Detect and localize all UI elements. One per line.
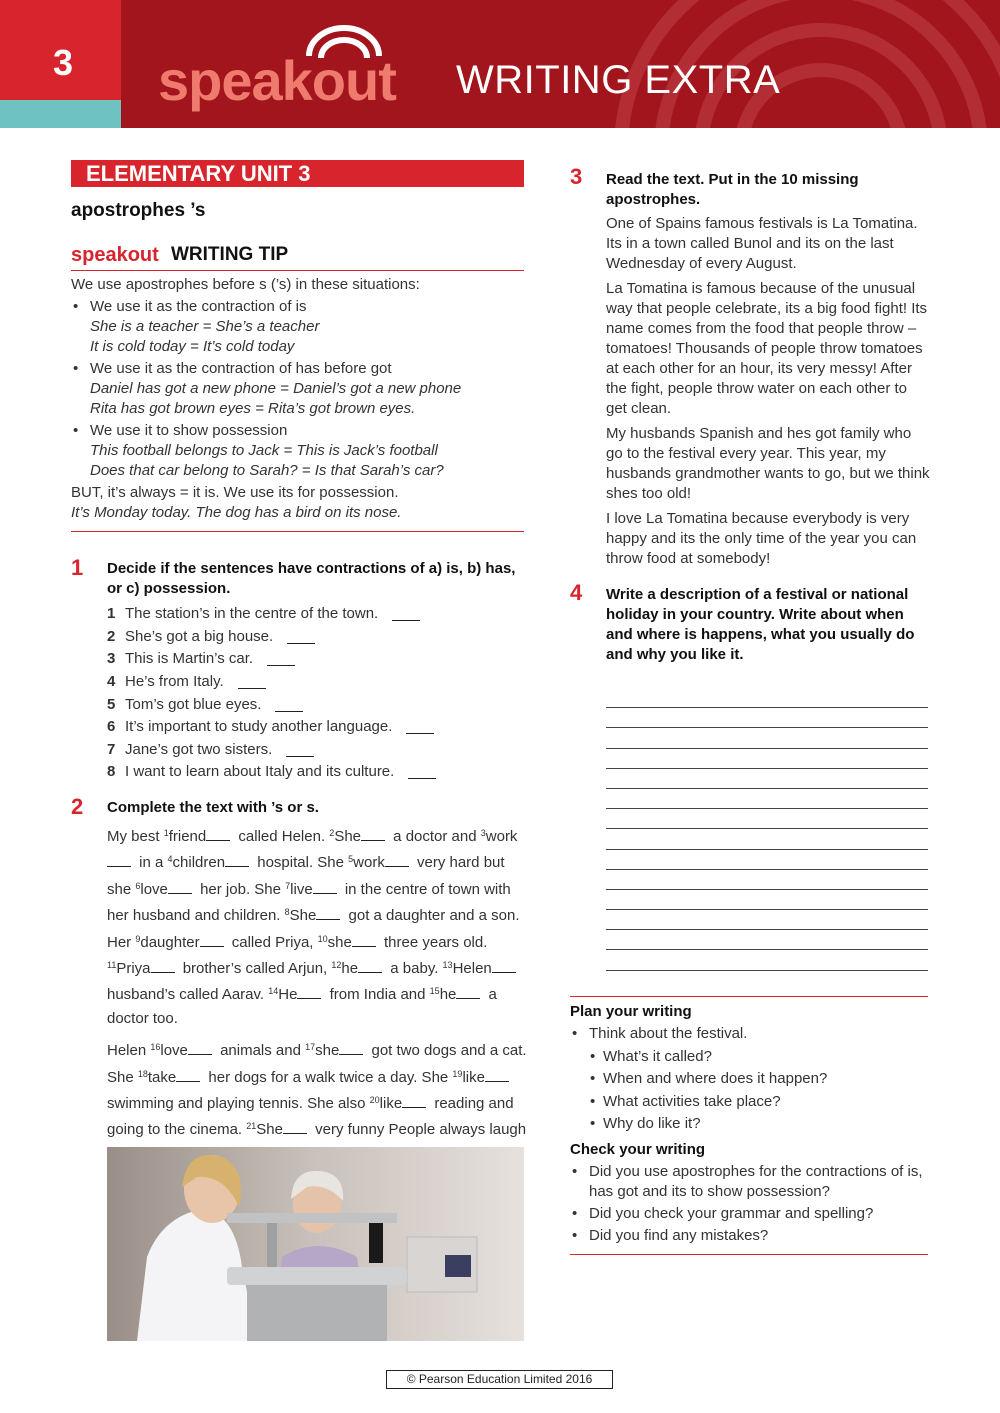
answer-blank[interactable]	[492, 960, 516, 973]
item-number: 6	[107, 718, 116, 736]
writing-line[interactable]	[606, 749, 928, 769]
gap-text: from India and	[325, 986, 430, 1004]
plan-sub-item: • What activities take place?	[570, 1092, 928, 1112]
question-1-item	[107, 671, 527, 694]
question-3-text	[606, 214, 931, 574]
divider	[570, 1254, 928, 1255]
answer-blank[interactable]	[392, 607, 420, 621]
question-1-item	[107, 603, 527, 626]
gap-number: 19	[452, 1068, 463, 1079]
copyright-footer: © Pearson Education Limited 2016	[386, 1370, 613, 1389]
answer-blank[interactable]	[267, 652, 295, 666]
check-item: • Did you find any mistakes?	[570, 1226, 928, 1246]
plan-sub-item: • What’s it called?	[570, 1047, 928, 1067]
gap-text: in a	[135, 854, 168, 872]
gap-text: in the centre of town with her husband and children.	[107, 880, 511, 925]
gap-text: hospital. She	[253, 854, 349, 872]
gap-text: got two dogs and a cat. She	[107, 1042, 527, 1086]
question-1-list	[107, 603, 527, 784]
gap-text: called Priya,	[227, 933, 318, 951]
gap-text: very funny People always laugh	[315, 1121, 527, 1139]
question-number: 3	[570, 164, 583, 189]
answer-blank[interactable]	[456, 986, 480, 999]
gap-word: live	[290, 880, 313, 898]
writing-line[interactable]	[606, 708, 928, 728]
gap-word: love	[140, 880, 168, 898]
answer-blank[interactable]	[176, 1069, 200, 1082]
question-1-item	[107, 693, 527, 716]
tip-example: Rita has got brown eyes = Rita’s got brown eyes.	[90, 400, 416, 417]
gap-text: animals and	[215, 1042, 306, 1060]
divider	[71, 531, 524, 532]
tip-example: She is a teacher = She’s a teacher	[90, 318, 320, 335]
gap-word: Helen	[452, 960, 492, 978]
page-header	[0, 0, 1000, 128]
gap-number: 5	[348, 854, 354, 865]
answer-blank[interactable]	[286, 743, 314, 757]
writing-line[interactable]	[606, 890, 928, 910]
writing-line[interactable]	[606, 789, 928, 809]
gap-number: 2	[329, 828, 335, 838]
gap-number: 8	[284, 907, 290, 918]
gap-number: 12	[331, 960, 342, 971]
writing-line[interactable]	[606, 829, 928, 849]
gap-word: work	[353, 854, 385, 872]
gap-text: three years old.	[379, 933, 488, 951]
speakout-logo: speakout	[158, 49, 396, 112]
question-number: 4	[570, 580, 583, 605]
gap-word: Priya	[116, 960, 151, 978]
gap-word: love	[160, 1042, 188, 1060]
tip-example: It is cold today = It’s cold today	[90, 338, 295, 355]
question-1-item	[107, 739, 527, 762]
tip-brand-logo: speakout	[71, 244, 159, 266]
gap-text: very hard but she	[107, 854, 505, 898]
gap-number: 16	[150, 1042, 161, 1053]
page-title: WRITING EXTRA	[456, 58, 781, 102]
item-number: 8	[107, 763, 116, 781]
gap-word: she	[327, 933, 352, 951]
gap-word: daughter	[140, 933, 200, 951]
gap-number: 20	[369, 1095, 380, 1106]
gap-text: called Helen.	[234, 828, 330, 845]
gap-number: 15	[429, 986, 440, 997]
gap-word: She	[256, 1121, 283, 1139]
answer-blank[interactable]	[339, 1042, 363, 1055]
tip-bullet	[71, 297, 524, 357]
writing-line[interactable]	[606, 930, 928, 950]
gap-text: reading and going to the cinema.	[107, 1095, 514, 1139]
item-number: 4	[107, 673, 116, 691]
writing-line[interactable]	[606, 769, 928, 789]
writing-line[interactable]	[606, 688, 928, 708]
tip-example: Daniel has got a new phone = Daniel’s got a new phone	[90, 380, 462, 397]
unit-heading: ELEMENTARY UNIT 3	[71, 160, 524, 187]
gap-word: She	[334, 828, 362, 845]
tip-example: Does that car belong to Sarah? = Is that Sarah’s car?	[90, 462, 444, 479]
gap-fill-paragraph	[107, 822, 527, 1030]
gap-number: 17	[305, 1042, 316, 1053]
question-3-instruction: Read the text. Put in the 10 missing apostrophes.	[606, 171, 859, 208]
gap-number: 9	[135, 933, 141, 944]
header-banner	[121, 0, 1000, 128]
gap-number: 21	[246, 1121, 257, 1132]
answer-blank[interactable]	[358, 960, 382, 973]
question-number: 1	[71, 555, 84, 580]
tip-but-example: It’s Monday today. The dog has a bird on its nose.	[71, 504, 402, 521]
answer-blank[interactable]	[200, 934, 224, 947]
plan-sub-item: • When and where does it happen?	[570, 1069, 928, 1089]
plan-title: Plan your writing	[570, 1003, 692, 1020]
tip-example: This football belongs to Jack = This is Jack’s football	[90, 442, 438, 459]
writing-line[interactable]	[606, 910, 928, 930]
item-number: 7	[107, 740, 116, 758]
gap-text: a baby.	[386, 960, 443, 978]
item-number: 3	[107, 650, 116, 668]
question-1-item	[107, 648, 527, 671]
gap-number: 13	[442, 960, 453, 971]
item-text: It’s important to study another language.	[125, 718, 393, 736]
writing-tip-heading	[71, 238, 524, 271]
item-text: Jane’s got two sisters.	[125, 740, 273, 758]
gap-number: 4	[167, 854, 173, 865]
tip-bullet-text: • We use it as the contraction of is	[90, 298, 307, 315]
item-number: 5	[107, 695, 116, 713]
lesson-subtitle: apostrophes ’s	[71, 200, 206, 221]
writing-line[interactable]	[606, 870, 928, 890]
gap-text: got a daughter and a son. Her	[107, 907, 520, 951]
check-item: • Did you use apostrophes for the contractions of is, has got and its to show possession?	[570, 1162, 928, 1202]
question-2-text	[107, 822, 527, 1165]
gap-text: brother’s called Arjun,	[178, 960, 332, 978]
gap-number: 14	[268, 986, 279, 997]
question-1-instruction: Decide if the sentences have contractions of a) is, b) has, or c) possession.	[107, 560, 516, 597]
unit-number: 3	[53, 42, 74, 83]
gap-word: like	[462, 1068, 485, 1086]
gap-text: swimming and playing tennis. She also	[107, 1095, 370, 1113]
writing-line[interactable]	[606, 850, 928, 870]
answer-blank[interactable]	[151, 960, 175, 973]
check-item: • Did you check your grammar and spelling?	[570, 1204, 928, 1224]
question-number: 2	[71, 794, 84, 819]
item-text: I want to learn about Italy and its culture.	[125, 763, 395, 781]
gap-number: 1	[163, 828, 169, 838]
question-4-instruction: Write a description of a festival or national holiday in your country. Write about when and where is happens, what you usually do and why you like it.	[606, 586, 915, 663]
check-title: Check your writing	[570, 1141, 706, 1158]
answer-blank[interactable]	[361, 828, 385, 841]
answer-blank[interactable]	[275, 698, 303, 712]
paragraph: My husbands Spanish and hes got family who go to the festival every year. This year, my husbands grandmother wants to go, but we think shes too old!	[606, 425, 930, 502]
answer-blank[interactable]	[206, 828, 230, 841]
paragraph: La Tomatina is famous because of the unusual way that people celebrate, its a big food fight! Its name comes from the food that people throw – tomatoes! Thousands of people throw tomatoes at each other for an hour, its very messy! After the fight, people throw water on each other to get clean.	[606, 280, 928, 417]
answer-blank[interactable]	[316, 907, 340, 920]
tip-bullet	[71, 359, 524, 419]
plan-check-box	[570, 1002, 928, 1246]
gap-fill-paragraph	[107, 1036, 527, 1165]
answer-blank[interactable]	[385, 854, 409, 867]
gap-text: My best	[107, 828, 164, 845]
answer-blank[interactable]	[168, 881, 192, 894]
question-1-item	[107, 761, 527, 784]
answer-blank[interactable]	[188, 1042, 212, 1055]
plan-bullet: • Think about the festival.	[570, 1024, 928, 1044]
tip-but-note: BUT, it’s always = it is. We use its for possession.	[71, 484, 399, 501]
gap-number: 3	[480, 828, 486, 838]
tip-intro: We use apostrophes before s (’s) in these situations:	[71, 276, 420, 293]
gap-text: husband’s called Aarav.	[107, 986, 269, 1004]
divider	[570, 996, 928, 997]
answer-blank[interactable]	[485, 1069, 509, 1082]
gap-number: 10	[317, 933, 328, 944]
answer-blank[interactable]	[402, 1095, 426, 1108]
paragraph: One of Spains famous festivals is La Tomatina. Its in a town called Bunol and its on the last Wednesday of every August.	[606, 215, 918, 272]
item-text: This is Martin’s car.	[125, 650, 254, 668]
writing-tip-body	[71, 275, 524, 523]
question-1-item	[107, 716, 527, 739]
gap-number: 18	[137, 1068, 148, 1079]
gap-word: work	[485, 828, 518, 845]
gap-word: He	[278, 986, 298, 1004]
writing-line[interactable]	[606, 950, 928, 970]
gap-word: friend	[168, 828, 207, 845]
writing-line[interactable]	[606, 809, 928, 829]
tip-bullet-text: • We use it to show possession	[90, 422, 288, 439]
tip-bullet	[71, 421, 524, 481]
gap-word: she	[315, 1042, 340, 1060]
paragraph: I love La Tomatina because everybody is very happy and its the only time of the year you can throw food at somebody!	[606, 510, 917, 567]
item-text: He’s from Italy.	[125, 673, 224, 691]
item-text: She’s got a big house.	[125, 627, 274, 645]
gap-word: children	[172, 854, 226, 872]
answer-blank[interactable]	[225, 854, 249, 867]
gap-word: he	[341, 960, 359, 978]
item-number: 2	[107, 627, 116, 645]
gap-word: like	[379, 1095, 403, 1113]
gap-text: a doctor and	[389, 828, 481, 845]
answer-blank[interactable]	[297, 986, 321, 999]
answer-blank[interactable]	[287, 630, 315, 644]
plan-sub-item: • Why do like it?	[570, 1114, 928, 1134]
gap-text: her dogs for a walk twice a day. She	[204, 1068, 453, 1086]
doctor-patient-photo	[107, 1147, 524, 1341]
answer-blank[interactable]	[107, 854, 131, 867]
question-1-item	[107, 626, 527, 649]
answer-blank[interactable]	[408, 765, 436, 779]
tip-title: WRITING TIP	[171, 244, 289, 265]
gap-text: Helen	[107, 1042, 151, 1060]
answer-blank[interactable]	[352, 934, 376, 947]
tip-bullet-text: • We use it as the contraction of has before got	[90, 360, 392, 377]
gap-number: 7	[285, 880, 291, 891]
gap-text: her job. She	[195, 880, 286, 898]
item-text: Tom’s got blue eyes.	[125, 695, 262, 713]
answer-blank[interactable]	[406, 720, 434, 734]
answer-blank[interactable]	[238, 675, 266, 689]
gap-word: he	[439, 986, 457, 1004]
answer-blank[interactable]	[283, 1121, 307, 1134]
gap-word: She	[289, 907, 317, 925]
answer-blank[interactable]	[313, 881, 337, 894]
writing-line[interactable]	[606, 728, 928, 748]
teal-strip	[0, 100, 121, 128]
gap-word: take	[147, 1068, 177, 1086]
gap-number: 11	[107, 960, 117, 971]
item-text: The station’s in the centre of the town.	[125, 605, 379, 623]
writing-lines[interactable]	[606, 688, 928, 971]
question-2-instruction: Complete the text with ’s or s.	[107, 799, 319, 816]
gap-text: a doctor too.	[107, 986, 497, 1027]
item-number: 1	[107, 605, 116, 623]
gap-number: 6	[135, 880, 141, 891]
